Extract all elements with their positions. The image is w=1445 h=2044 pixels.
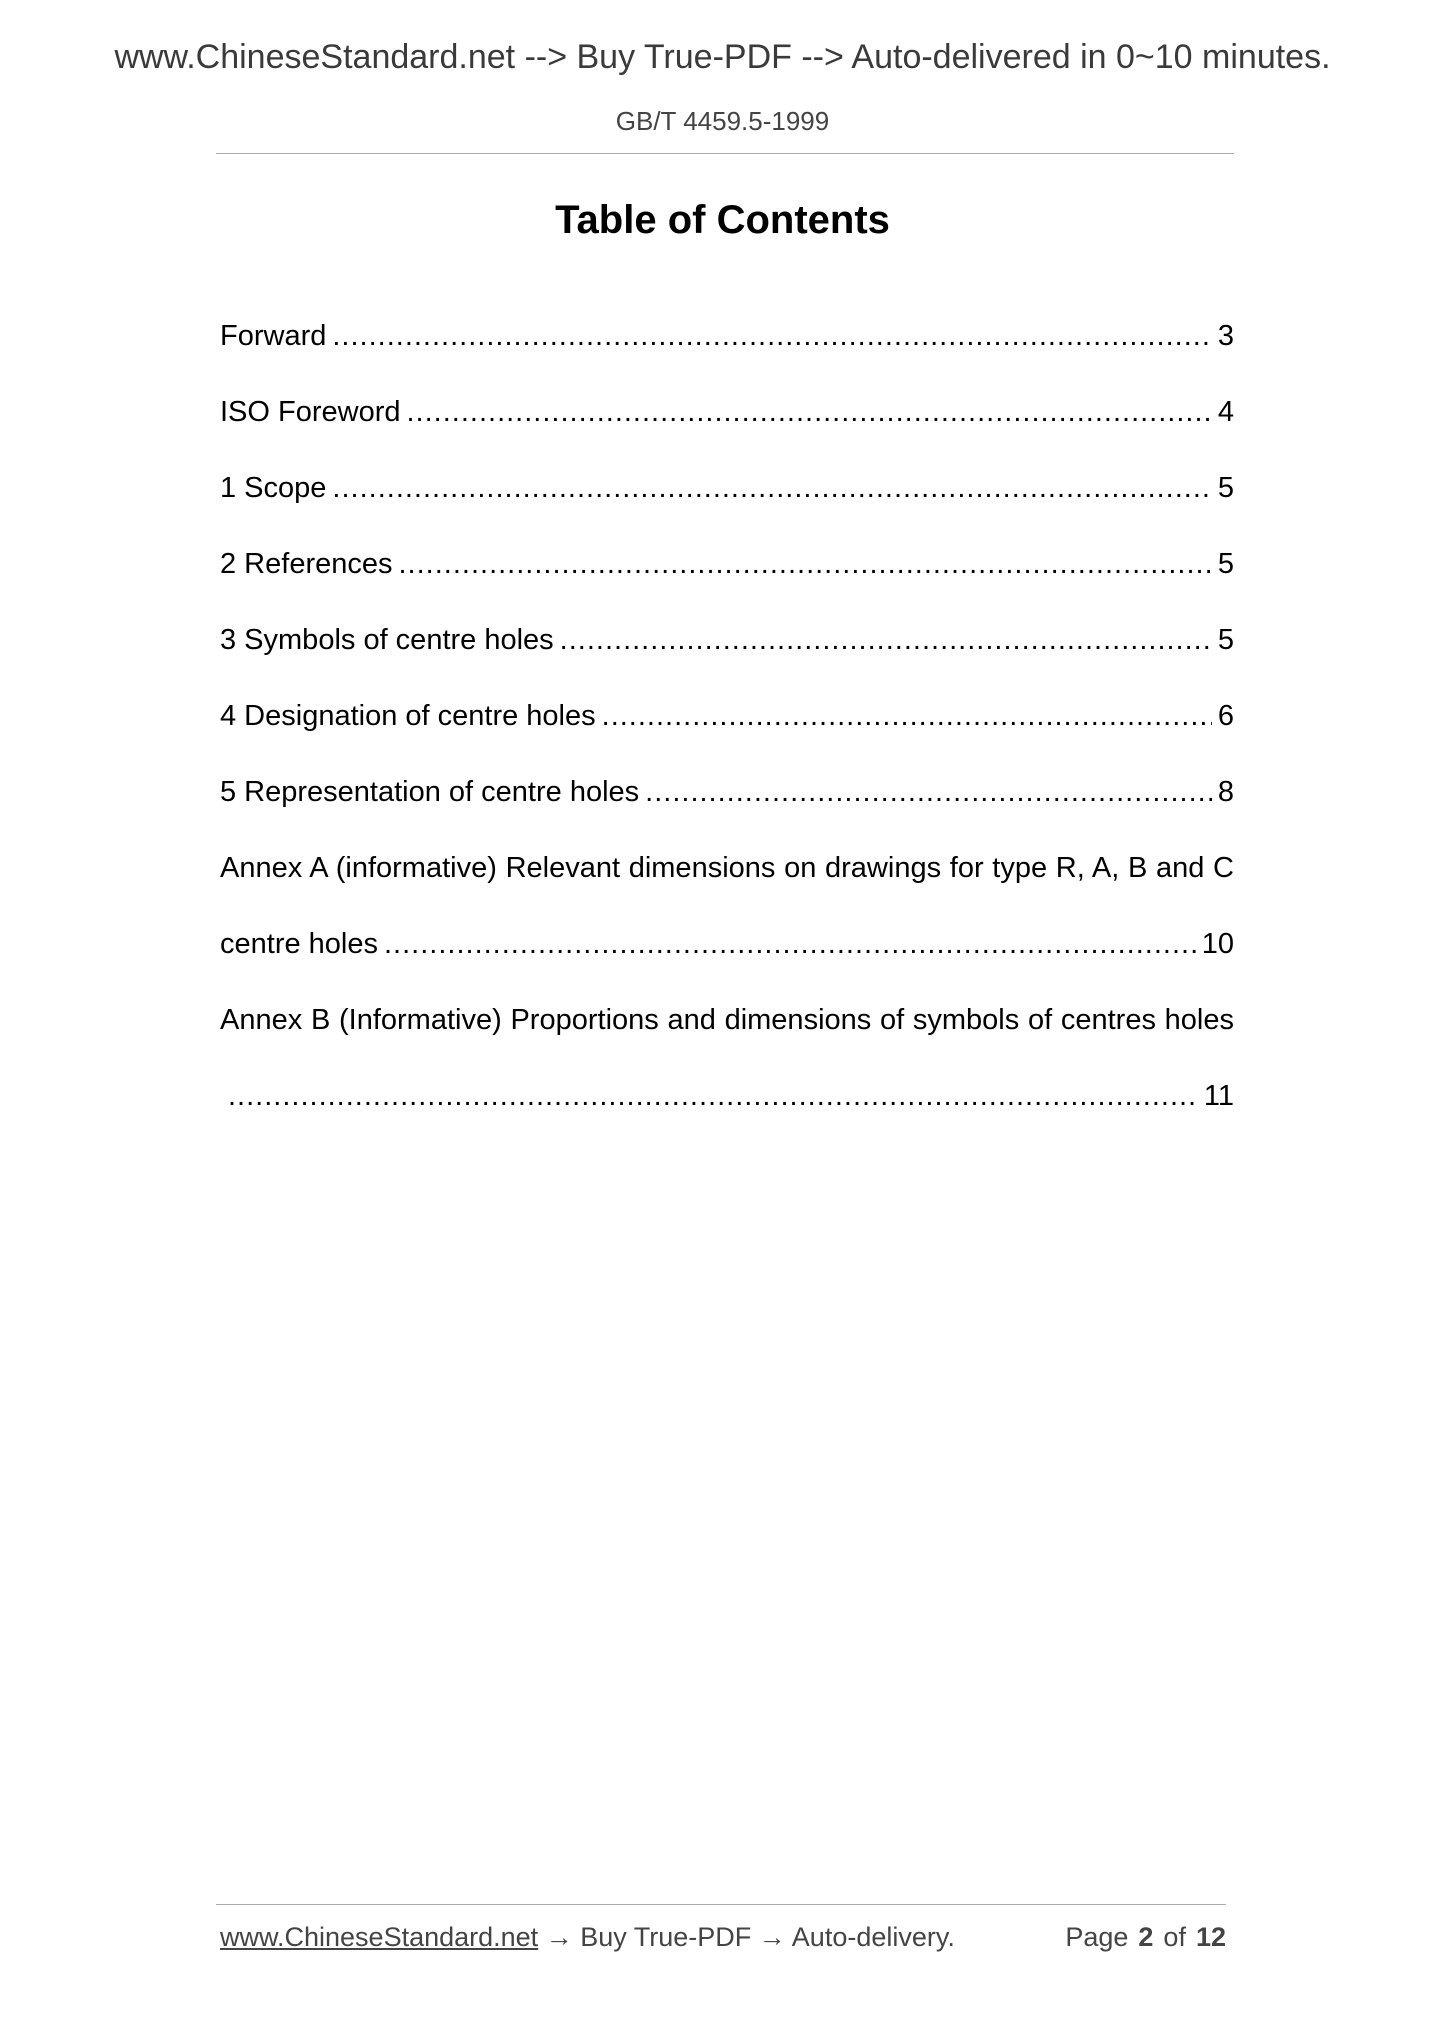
toc-leader-dots [560,620,1212,660]
page-current: 2 [1138,1922,1154,1952]
toc-entry-annex-b-line2[interactable] [220,1076,1234,1152]
toc-entry-page: 5 [1217,472,1234,504]
toc-entry-label: 5 Representation of centre holes [220,776,640,808]
toc-entry-label: Annex A (informative) Relevant dimensions on drawings for type R, A, B and C [220,852,1234,884]
arrow-right-icon: → [758,1922,786,1952]
toc-entry-label: Forward [220,320,327,352]
toc-entry-page: 8 [1217,776,1234,808]
toc-entry-annex-a-line1[interactable] [220,848,1234,924]
toc-leader-dots [332,468,1211,508]
toc-entry-label: 1 Scope [220,472,327,504]
toc-leader-dots [399,544,1212,584]
toc-entry-symbols[interactable] [220,620,1234,696]
toc-entry-designation[interactable] [220,696,1234,772]
header-divider [216,153,1234,154]
toc-title: Table of Contents [555,198,890,242]
toc-entry-page: 4 [1217,396,1234,428]
arrow-right-icon: → [545,1922,573,1952]
toc-entry-page: 5 [1217,624,1234,656]
toc-entry-page: 5 [1217,548,1234,580]
toc-entry-label: ISO Foreword [220,396,401,428]
page-total: 12 [1195,1922,1226,1952]
top-banner: www.ChineseStandard.net --> Buy True-PDF --> Auto-delivered in 0~10 minutes. [114,38,1331,76]
toc-entry-label-continued: centre holes [220,928,378,960]
toc-entry-label: Annex B (Informative) Proportions and dimensions of symbols of centres holes [220,1004,1234,1036]
toc-leader-dots [228,1076,1198,1116]
standard-number: GB/T 4459.5-1999 [615,106,830,136]
footer-promo [220,1922,955,1953]
site-link[interactable]: www.ChineseStandard.net [220,1922,539,1952]
toc-entry-iso-foreword[interactable] [220,392,1234,468]
toc-entry-representation[interactable] [220,772,1234,848]
footer-divider [216,1904,1226,1905]
table-of-contents [220,316,1234,1152]
toc-leader-dots [602,696,1212,736]
delivery-text: Auto-delivery. [791,1922,955,1952]
toc-entry-annex-a-line2[interactable] [220,924,1234,1000]
buy-text: Buy True-PDF [580,1922,752,1952]
toc-leader-dots [407,392,1212,432]
toc-leader-dots [332,316,1212,356]
toc-entry-label: 2 References [220,548,393,580]
toc-entry-references[interactable] [220,544,1234,620]
toc-leader-dots [384,924,1196,964]
page-indicator [1065,1922,1226,1953]
toc-entry-page: 11 [1203,1080,1234,1112]
toc-entry-page: 10 [1201,928,1234,960]
toc-entry-page: 3 [1217,320,1234,352]
toc-entry-page: 6 [1217,700,1234,732]
of-word: of [1163,1922,1186,1952]
page-word: Page [1065,1922,1129,1952]
toc-entry-forward[interactable] [220,316,1234,392]
toc-leader-dots [645,772,1212,812]
toc-entry-annex-b-line1[interactable] [220,1000,1234,1076]
toc-entry-label: 4 Designation of centre holes [220,700,596,732]
toc-entry-label: 3 Symbols of centre holes [220,624,554,656]
toc-entry-scope[interactable] [220,468,1234,544]
